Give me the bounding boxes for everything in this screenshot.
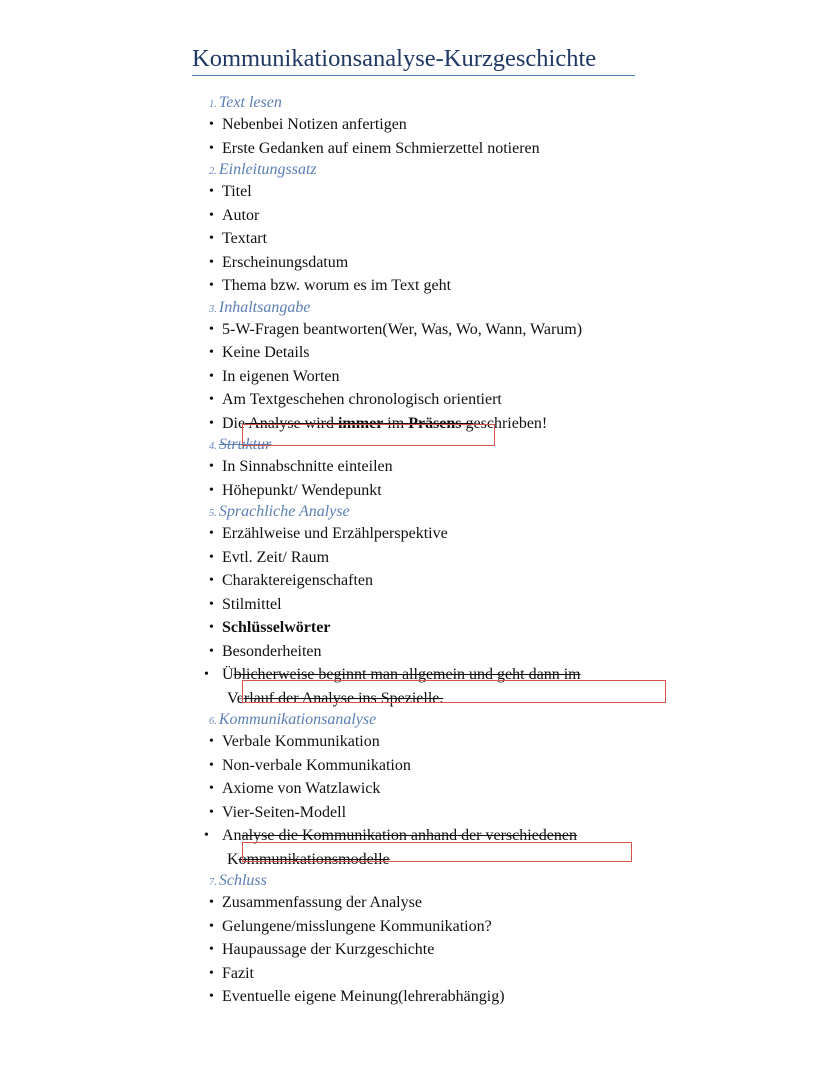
- list-item: [209, 593, 679, 617]
- list-item-text: Nebenbei Notizen anfertigen: [222, 116, 407, 133]
- list-item: [209, 204, 679, 228]
- list-item-text: Vier-Seiten-Modell: [222, 803, 347, 821]
- list-item-text: Evtl. Zeit/ Raum: [222, 548, 330, 566]
- list-item-text: Am Textgeschehen chronologisch orientiert: [222, 391, 502, 408]
- list-item: [209, 962, 679, 986]
- bullet-icon: •: [209, 140, 214, 156]
- list-item: [209, 569, 679, 593]
- list-item-text: Stilmittel: [222, 595, 282, 613]
- list-item: [209, 479, 679, 503]
- note-text: Ve: [227, 689, 244, 707]
- section-heading: [209, 710, 679, 730]
- section-heading: [209, 871, 679, 891]
- bullet-list: [209, 113, 679, 160]
- list-item: [209, 180, 679, 204]
- list-item: [209, 455, 679, 479]
- list-item: [209, 546, 679, 570]
- page-title: Kommunikationsanalyse-Kurzgeschichte: [192, 44, 635, 76]
- bullet-icon: •: [209, 549, 214, 565]
- section-heading: [209, 160, 679, 180]
- bullet-icon: •: [209, 321, 214, 337]
- section-einleitungssatz: [209, 160, 679, 298]
- list-item-note: • Analyse die Kommunikation anhand der verschiedenen Kommunikationsmodelle: [204, 827, 578, 868]
- section-heading-label: Struktur: [218, 436, 272, 453]
- section-number: 1.: [209, 99, 217, 110]
- list-item-text: Textart: [222, 230, 268, 247]
- list-item: [209, 388, 679, 412]
- struck-bold-text: immer: [337, 414, 384, 432]
- list-item-text: Besonderheiten: [222, 642, 322, 660]
- bullet-icon: •: [209, 482, 214, 498]
- document-body: [204, 93, 679, 1009]
- note-text: K: [227, 850, 239, 868]
- bullet-icon: •: [209, 781, 214, 796]
- section-inhaltsangabe: [209, 298, 679, 436]
- section-heading-label: Einleitungssatz: [218, 161, 317, 178]
- list-item-text: Schlüsselwörter: [222, 619, 331, 636]
- bullet-icon: •: [209, 415, 214, 431]
- list-item: [209, 985, 679, 1009]
- bullet-icon: •: [209, 231, 214, 246]
- list-item-text: Charaktereigenschaften: [222, 572, 374, 589]
- bullet-icon: •: [209, 965, 214, 981]
- list-item: [209, 341, 679, 365]
- note-text: Ü: [222, 666, 234, 683]
- bullet-icon: •: [209, 254, 214, 270]
- section-heading: [209, 93, 679, 113]
- list-item: [209, 730, 679, 754]
- bullet-icon: •: [209, 757, 214, 773]
- section-heading: [209, 502, 679, 522]
- bullet-icon: •: [209, 117, 214, 132]
- list-item-note: [209, 412, 679, 436]
- struck-text: rlauf der Analyse ins Spezielle.: [243, 689, 444, 707]
- list-item-text: 5-W-Fragen beantworten(Wer, Was, Wo, Wann, Warum): [222, 320, 583, 338]
- list-item-text: In Sinnabschnitte einteilen: [222, 458, 393, 475]
- bullet-icon: •: [209, 184, 214, 199]
- section-text-lesen: [209, 93, 679, 160]
- list-item-text: Titel: [222, 183, 252, 200]
- list-item-bold: [209, 616, 679, 640]
- bullet-icon: •: [209, 804, 214, 820]
- note-text: An: [222, 827, 242, 844]
- bullet-icon: •: [209, 392, 214, 407]
- bullet-icon: •: [209, 918, 214, 934]
- section-heading-label: Sprachliche Analyse: [218, 503, 350, 520]
- bullet-list: [209, 891, 679, 1009]
- bullet-icon: •: [209, 278, 214, 293]
- section-heading: [209, 298, 679, 318]
- list-item-text: Gelungene/misslungene Kommunikation?: [222, 917, 492, 935]
- section-number: 7.: [209, 877, 217, 888]
- section-number: 3.: [209, 303, 217, 315]
- section-kommunikationsanalyse: [204, 710, 679, 871]
- section-number: 5.: [209, 508, 217, 519]
- list-item-text: Erzählweise und Erzählperspektive: [222, 525, 448, 542]
- bullet-icon: •: [209, 942, 214, 957]
- list-item-text: Keine Details: [222, 344, 310, 361]
- list-item: [209, 938, 679, 962]
- bullet-icon: •: [209, 643, 214, 659]
- section-sprachliche-analyse: [204, 502, 679, 710]
- list-item: [209, 801, 679, 825]
- list-item: [209, 640, 679, 664]
- list-item-text: Zusammenfassung der Analyse: [222, 894, 422, 911]
- struck-text: ommunikationsmodelle: [238, 850, 390, 868]
- bullet-icon: •: [209, 989, 214, 1004]
- bullet-icon: •: [209, 573, 214, 588]
- bullet-icon: •: [209, 734, 214, 749]
- struck-text: g: [461, 414, 474, 432]
- struck-text: blicherweise beginnt man allgemein und geht dann im: [233, 666, 581, 683]
- list-item-text: Axiome von Watzlawick: [222, 780, 381, 797]
- section-heading-label: Kommunikationsanalyse: [218, 711, 377, 728]
- list-item: [209, 891, 679, 915]
- note-text: Die: [222, 414, 246, 432]
- list-item: [209, 318, 679, 342]
- list-item: [209, 274, 679, 298]
- bullet-list: [209, 180, 679, 298]
- list-item-text: Höhepunkt/ Wendepunkt: [222, 481, 382, 499]
- bullet-icon: •: [209, 526, 214, 541]
- list-item-text: In eigenen Worten: [222, 367, 340, 385]
- list-item-note: • Üblicherweise beginnt man allgemein und geht dann im Verlauf der Analyse ins Spezielle.: [204, 666, 581, 707]
- list-item: [209, 227, 679, 251]
- struck-text: alyse die Kommunikation anhand der verschiedenen: [241, 827, 578, 844]
- bullet-list: [209, 455, 679, 502]
- section-number: 4.: [209, 441, 217, 452]
- bullet-list: [209, 318, 679, 436]
- list-item-text: Erscheinungsdatum: [222, 253, 349, 271]
- bullet-list: [204, 730, 679, 871]
- bullet-icon: •: [209, 596, 214, 612]
- struck-text: im: [383, 414, 409, 432]
- bullet-list: [204, 522, 679, 710]
- bullet-icon: •: [209, 620, 214, 635]
- section-heading: [209, 435, 679, 455]
- bullet-icon: •: [209, 459, 214, 474]
- list-item: [209, 113, 679, 137]
- list-item-text: Thema bzw. worum es im Text geht: [222, 277, 452, 294]
- list-item-text: Non-verbale Kommunikation: [222, 756, 411, 774]
- section-heading-label: Schluss: [218, 872, 267, 889]
- list-item: [209, 137, 679, 161]
- list-item: [209, 777, 679, 801]
- list-item: [209, 251, 679, 275]
- struck-text: Analyse wird: [245, 414, 338, 432]
- section-struktur: [209, 435, 679, 502]
- list-item-text: Autor: [222, 206, 260, 224]
- section-schluss: [209, 871, 679, 1009]
- list-item-text: Fazit: [222, 964, 254, 982]
- note-text: eschrieben!: [473, 414, 548, 432]
- list-item-text: Eventuelle eigene Meinung(lehrerabhängig): [222, 988, 505, 1005]
- list-item-text: Erste Gedanken auf einem Schmierzettel notieren: [222, 139, 540, 157]
- struck-bold-text: Präsens: [408, 414, 462, 432]
- section-number: 6.: [209, 716, 217, 727]
- list-item: [209, 754, 679, 778]
- bullet-icon: •: [209, 207, 214, 223]
- bullet-icon: •: [209, 345, 214, 360]
- bullet-icon: •: [209, 895, 214, 910]
- list-item-text: Verbale Kommunikation: [222, 733, 380, 750]
- section-heading-label: Text lesen: [218, 94, 282, 111]
- list-item-text: Haupaussage der Kurzgeschichte: [222, 941, 435, 958]
- section-heading-label: Inhaltsangabe: [218, 298, 311, 316]
- list-item: [209, 522, 679, 546]
- list-item: [209, 365, 679, 389]
- list-item: [209, 915, 679, 939]
- bullet-icon: •: [209, 368, 214, 384]
- section-number: 2.: [209, 166, 217, 177]
